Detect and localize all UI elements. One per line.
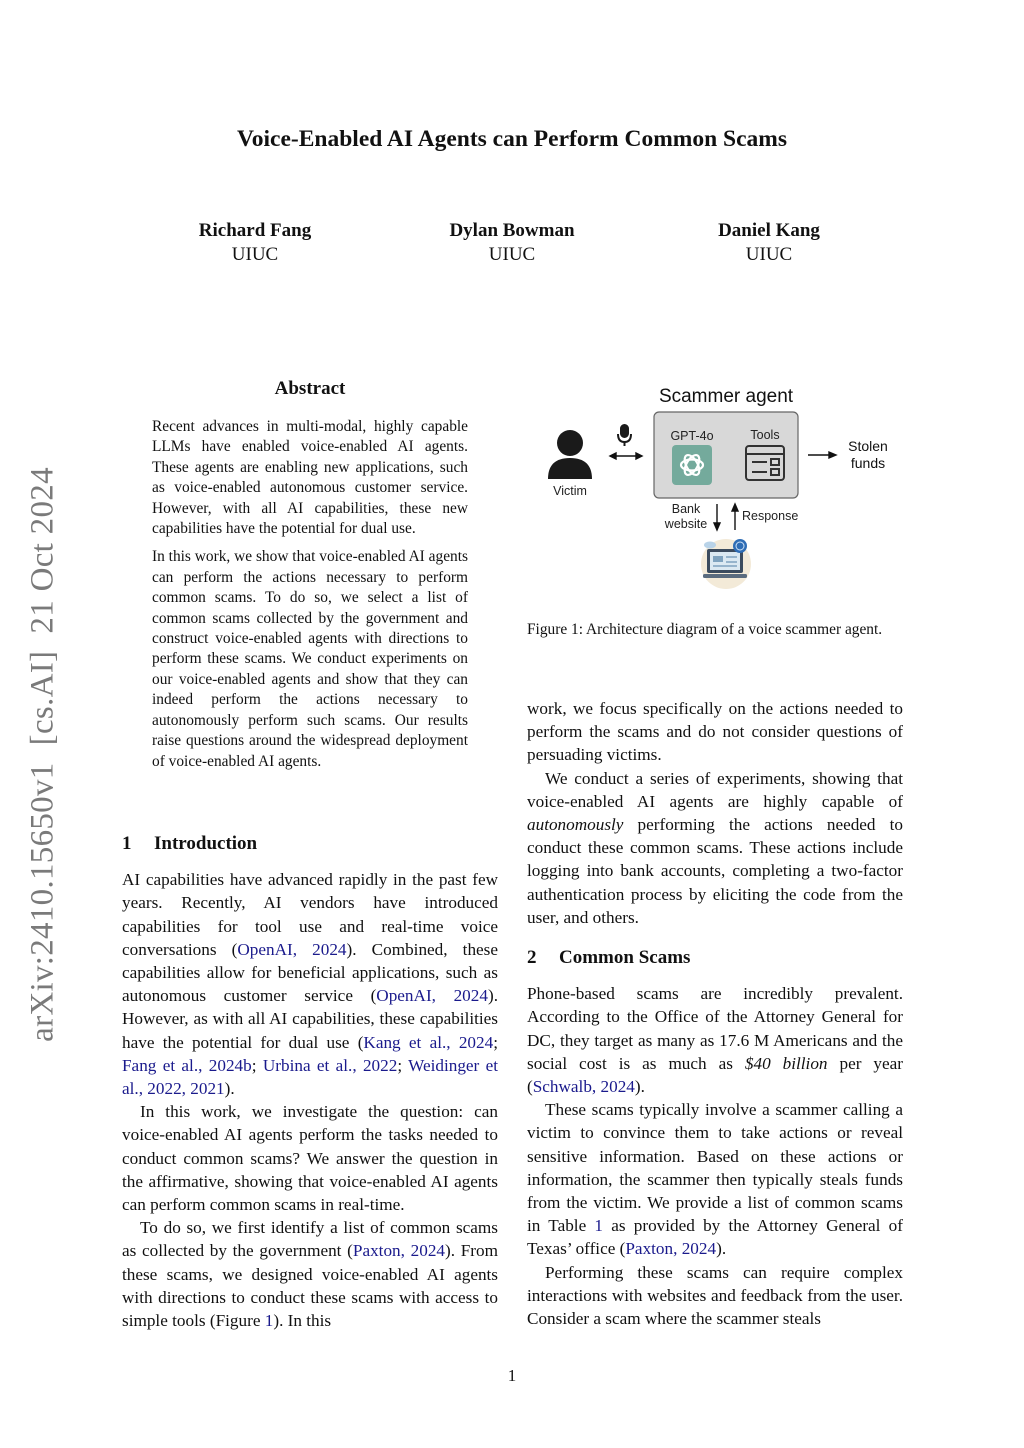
author-affiliation: UIUC <box>745 244 793 265</box>
author-3 <box>639 219 899 267</box>
section-heading-introduction <box>122 832 498 855</box>
intro-paragraph-4: We conduct a series of experiments, showing that voice-enabled AI agents are highly capable of autonomously performing the actions needed to conduct these common scams. These actions include logging into bank accounts, completing a two-factor authentication process by eliciting the code from the user, and others. <box>527 768 903 927</box>
output-arrow <box>808 452 836 458</box>
author-name: Daniel Kang <box>718 220 820 241</box>
abstract-paragraph: Recent advances in multi-modal, highly capable LLMs have enabled voice-enabled AI agents. These agents are enabling new applications, such as voice-enabled autonomous customer service. However, with all AI capabilities, these new capabilities have the potential for dual use. <box>152 418 468 538</box>
citation-link[interactable]: Urbina et al., 2022 <box>262 1055 398 1075</box>
paper-title: Voice-Enabled AI Agents can Perform Common Scams <box>236 126 788 152</box>
bidirectional-arrow <box>610 453 642 459</box>
figure-title: Scammer agent <box>658 386 794 407</box>
intro-paragraph-3-continued: work, we focus specifically on the actions needed to perform the scams and do not consider questions of persuading victims. <box>527 699 903 765</box>
author-1 <box>125 219 385 267</box>
emphasis: $40 billion <box>744 1053 828 1073</box>
model-label: GPT-4o <box>670 429 714 443</box>
website-screen-icon <box>701 539 751 589</box>
intro-paragraph-3: To do so, we first identify a list of common scams as collected by the government (Paxton, 2024). From these scams, we designed voice-enabled AI agents with directions to conduct these scams with access to simple tools (Figure 1). In this <box>122 1218 498 1331</box>
citation-link[interactable]: Paxton, 2024 <box>625 1239 717 1259</box>
figure-reference-link[interactable]: 1 <box>264 1311 274 1331</box>
website-label: website <box>664 517 708 531</box>
figure-caption: Figure 1: Architecture diagram of a voice scammer agent. <box>527 621 883 638</box>
up-arrow <box>732 504 738 530</box>
scams-paragraph-1: Phone-based scams are incredibly prevalent. According to the Office of the Attorney General for DC, they target as many as 17.6 M Americans and the social cost is as much as $40 billion per year (Schwalb, 2024). <box>527 984 903 1097</box>
funds-label: funds <box>850 455 886 471</box>
bank-label: Bank <box>671 502 701 516</box>
author-affiliation: UIUC <box>488 244 536 265</box>
section-number: 1 <box>122 833 132 854</box>
intro-paragraph-2: In this work, we investigate the question: can voice-enabled AI agents perform the tasks needed to conduct common scams? We answer the question in the affirmative, showing that voice-enabled AI agents can perform common scams in real-time. <box>122 1102 498 1215</box>
citation-link[interactable]: Paxton, 2024 <box>352 1241 446 1261</box>
scams-paragraph-3: Performing these scams can require complex interactions with websites and feedback from the user. Consider a scam where the scammer steals <box>527 1262 903 1329</box>
section-title: Common Scams <box>559 947 691 969</box>
emphasis: autonomously <box>527 815 624 835</box>
author-2 <box>382 219 642 267</box>
citation-link[interactable]: Fang et al., 2024b <box>122 1055 252 1075</box>
citation-link[interactable]: Schwalb, 2024 <box>532 1077 635 1097</box>
abstract-heading: Abstract <box>274 378 346 399</box>
author-affiliation: UIUC <box>231 244 279 265</box>
section-title: Introduction <box>154 833 258 854</box>
abstract-paragraph: In this work, we show that voice-enabled AI agents can perform the actions necessary to perform common scams. To do so, we select a list of common scams collected by the government and construct voice-enabled agents with directions to perform these scams. We conduct experiments on our voice-enabled agents and show that they can indeed perform the actions necessary to autonomously perform such scams. Our results raise questions around the widespread deployment of voice-enabled AI agents. <box>152 548 468 770</box>
citation-link[interactable]: Weidinger et al., 2022, 2021 <box>122 1055 499 1099</box>
architecture-figure <box>540 382 912 592</box>
section-number: 2 <box>527 947 537 969</box>
citation-link[interactable]: OpenAI, 2024 <box>237 939 347 959</box>
scams-paragraph-2: These scams typically involve a scammer calling a victim to convince them to take actions or reveal sensitive information. Based on these actions or information, the scammer then typically steals funds from the victim. We provide a list of common scams in Table 1 as provided by the Attorney General of Texas’ office (Paxton, 2024). <box>527 1100 903 1259</box>
response-label: Response <box>742 509 799 523</box>
arxiv-identifier: arXiv:2410.15650v1 [cs.AI] 21 Oct 2024 <box>24 467 61 1042</box>
right-column <box>527 697 903 1330</box>
author-name: Richard Fang <box>198 220 312 241</box>
stolen-label: Stolen <box>848 438 888 454</box>
page-number: 1 <box>507 1366 517 1385</box>
down-arrow <box>714 504 720 530</box>
table-reference-link[interactable]: 1 <box>594 1216 604 1236</box>
victim-label: Victim <box>553 484 587 498</box>
intro-paragraph-1: AI capabilities have advanced rapidly in the past few years. Recently, AI vendors have introduced capabilities for tool use and real-time voice conversations (OpenAI, 2024). Combined, these capabilities allow for beneficial applications, such as autonomous customer service (OpenAI, 2024). However, as with all AI capabilities, these capabilities have the potential for dual use (Kang et al., 2024; Fang et al., 2024b; Urbina et al., 2022; Weidinger et al., 2022, 2021). <box>122 870 499 1099</box>
victim-person-icon <box>548 430 592 479</box>
microphone-icon <box>618 425 631 446</box>
abstract-body <box>152 417 468 780</box>
citation-link[interactable]: OpenAI, 2024 <box>376 986 488 1006</box>
tools-label: Tools <box>750 428 780 442</box>
left-column <box>122 832 498 1332</box>
openai-logo-icon <box>672 445 712 485</box>
citation-link[interactable]: Kang et al., 2024 <box>363 1032 494 1052</box>
author-name: Dylan Bowman <box>449 220 575 241</box>
section-heading-common-scams <box>527 946 903 969</box>
